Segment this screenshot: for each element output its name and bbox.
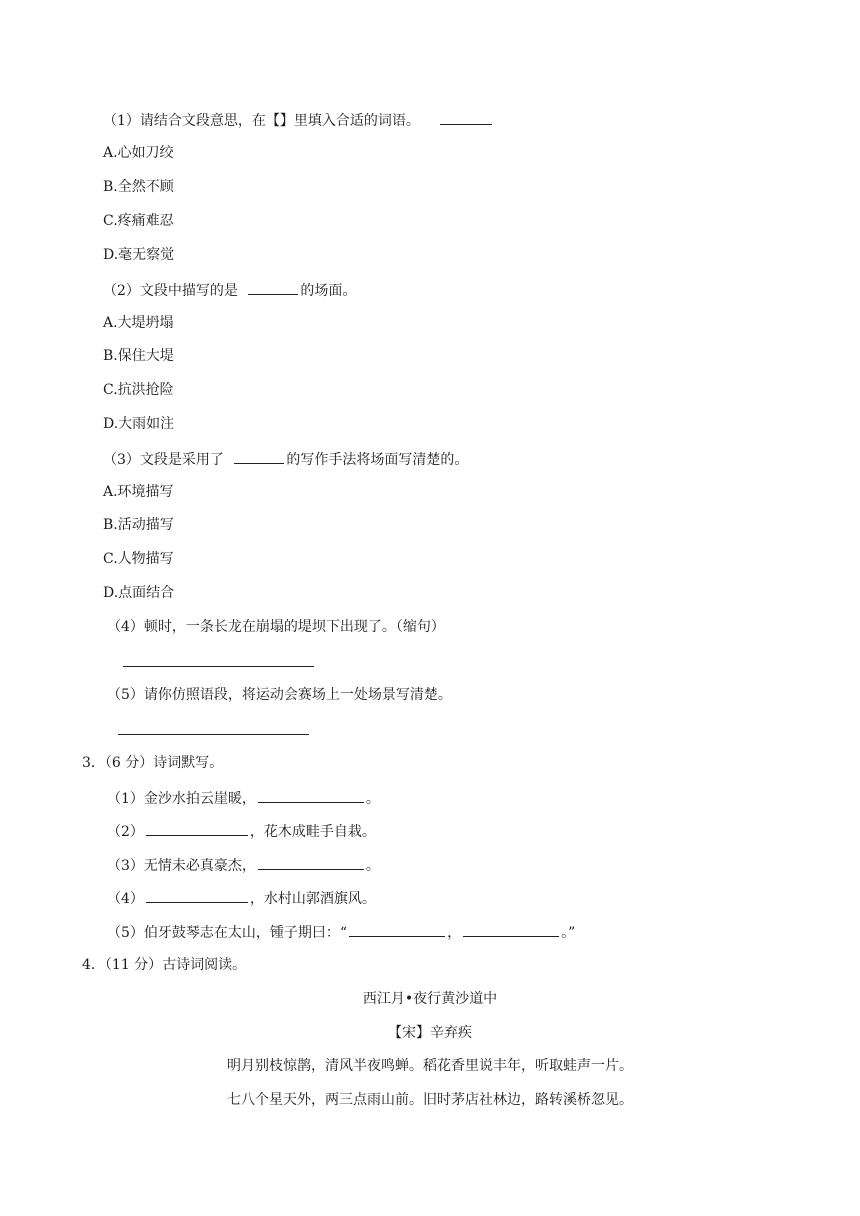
answer-blank[interactable] bbox=[146, 888, 248, 903]
q3-line-3: （3）无情未必真豪杰， 。 bbox=[107, 855, 380, 875]
q2-sub2-option-c[interactable]: C.抗洪抢险 bbox=[103, 382, 174, 398]
q2-sub1-option-b[interactable]: B.全然不顾 bbox=[103, 179, 174, 195]
q2-sub1-option-a[interactable]: A.心如刀绞 bbox=[103, 145, 174, 161]
q4-header: 4．（11 分）古诗词阅读。 bbox=[82, 957, 247, 973]
q3-line-5: （5）伯牙鼓琴志在太山，锺子期曰：“ ， 。” bbox=[107, 922, 575, 942]
q2-sub2-option-a[interactable]: A.大堤坍塌 bbox=[103, 315, 174, 331]
q2-sub1-option-c[interactable]: C.疼痛难忍 bbox=[103, 213, 174, 229]
q3-header: 3．（6 分）诗词默写。 bbox=[82, 755, 224, 771]
answer-line[interactable] bbox=[118, 734, 309, 735]
q2-sub2-prompt: （2）文段中描写的是 的场面。 bbox=[103, 280, 356, 300]
q3-line-4: （4） ，水村山郭酒旗风。 bbox=[107, 888, 376, 908]
poem-author: 【宋】辛弃疾 bbox=[388, 1025, 472, 1041]
q2-sub1-option-d[interactable]: D.毫无察觉 bbox=[103, 247, 175, 263]
poem-title: 西江月•夜行黄沙道中 bbox=[362, 991, 498, 1007]
q2-sub3-option-b[interactable]: B.活动描写 bbox=[103, 517, 174, 533]
poem-line: 明月别枝惊鹊，清风半夜鸣蝉。稻花香里说丰年，听取蛙声一片。 bbox=[227, 1058, 633, 1074]
answer-blank[interactable] bbox=[258, 855, 364, 870]
q2-sub2-option-b[interactable]: B.保住大堤 bbox=[103, 348, 174, 364]
poem-line: 七八个星天外，两三点雨山前。旧时茅店社林边，路转溪桥忽见。 bbox=[227, 1092, 633, 1108]
question-number: 4． bbox=[82, 957, 105, 973]
q3-line-1: （1）金沙水拍云崖暖， 。 bbox=[107, 788, 380, 808]
answer-blank[interactable] bbox=[146, 821, 248, 836]
answer-line[interactable] bbox=[123, 666, 314, 667]
answer-blank[interactable] bbox=[463, 922, 559, 937]
q3-line-2: （2） ，花木成畦手自栽。 bbox=[107, 821, 376, 841]
question-number: 3． bbox=[82, 755, 105, 771]
q2-sub4-prompt: （4）顿时，一条长龙在崩塌的堤坝下出现了。（缩句） bbox=[107, 619, 445, 635]
answer-blank[interactable] bbox=[349, 922, 445, 937]
q2-sub3-option-c[interactable]: C.人物描写 bbox=[103, 551, 174, 567]
q2-sub5-prompt: （5）请你仿照语段，将运动会赛场上一处场景写清楚。 bbox=[107, 687, 452, 703]
answer-blank[interactable] bbox=[234, 449, 284, 464]
answer-blank[interactable] bbox=[258, 788, 364, 803]
q2-sub1-prompt: （1）请结合文段意思，在【】里填入合适的词语。 bbox=[103, 110, 494, 130]
answer-blank[interactable] bbox=[440, 110, 492, 125]
q2-sub3-option-a[interactable]: A.环境描写 bbox=[103, 484, 174, 500]
answer-blank[interactable] bbox=[248, 280, 298, 295]
q2-sub3-option-d[interactable]: D.点面结合 bbox=[103, 585, 175, 601]
q2-sub3-prompt: （3）文段是采用了 的写作手法将场面写清楚的。 bbox=[103, 449, 468, 469]
q2-sub2-option-d[interactable]: D.大雨如注 bbox=[103, 416, 175, 432]
